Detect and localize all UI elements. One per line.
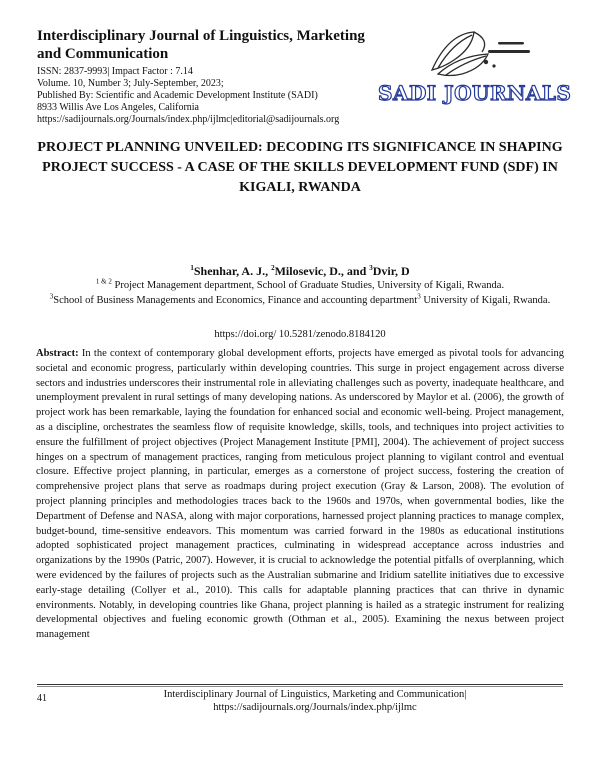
abstract-label: Abstract: xyxy=(36,348,79,359)
affiliation-2: $^3$School of Business Managements and Economics, Finance and accounting department$^3$ University of Kigali, Rwanda. xyxy=(49,292,551,306)
footer-journal-line: Interdisciplinary Journal of Linguistics, Marketing and Communication| xyxy=(163,689,467,700)
volume-line: Volume. 10, Number 3; July-September, 2023; xyxy=(37,78,224,90)
author-3: Dvir, D xyxy=(372,264,410,278)
publisher-line: Published By: Scientific and Academic Development Institute (SADI) xyxy=(37,90,318,102)
footer-divider xyxy=(37,684,563,685)
footer-journal xyxy=(70,688,560,714)
paper-title: PROJECT PLANNING UNVEILED: DECODING ITS SIGNIFICANCE IN SHAPING PROJECT SUCCESS - A CASE OF THE SKILLS DEVELOPMENT FUND (SDF) IN KIGALI, RWANDA xyxy=(37,140,563,195)
url-email-line[interactable]: https://sadijournals.org/Journals/index.php/ijlmc|editorial@sadijournals.org xyxy=(37,114,340,126)
sadi-logo xyxy=(378,30,578,108)
doi-link[interactable]: https://doi.org/ 10.5281/zenodo.8184120 xyxy=(214,329,386,340)
author-1: Shenhar, A. J., xyxy=(193,264,272,278)
sadi-logo-emblem-icon xyxy=(378,30,578,86)
affiliation-1: $^{1 \& 2}$ Project Management department, School of Graduate Studies, University of Kigali, Rwanda. xyxy=(95,277,505,291)
abstract-text: In the context of contemporary global development efforts, projects have emerged as pivotal tools for advancing societal and economic progress, particularly within developing countries. This surge in project engagement across diverse sectors and industries underscores their instrumental role in alleviating challenges such as poverty, inadequate healthcare, and unemployment prevalent in rural settings of many developing nations. As underscored by Maylor et al. (2006), the growth of project work has been remarkable, laying the foundation for enhanced social and economic well-being. Project management, as a discipline, orchestrates the seamless flow of requisite knowledge, skills, tools, and techniques into project activities to ensure the fulfillment of project objectives (Project Management Institute [PMI], 2004). The achievement of project success hinges on a spectrum of management practices, ranging from meticulous project planning to vigilant control and eventual closure. Effective project planning, in particular, emerges as a cornerstone of project success, fostering the creation of comprehensive project plans that serve as roadmaps during project execution (Gray & Larson, 2008). The evolution of project planning principles and methodologies traces back to the 1960s and 1970s, when governmental bodies, like the Department of Defense and NASA, along with major corporations, harnessed project planning practices to manage complex, budget-bound, time-sensitive endeavors. This momentum was carried forward in the 1980s as educational institutions adopted sophisticated project management practices, culminating in widespread acceptance across industries and organizations by the 1990s (Patric, 2007). However, it is crucial to acknowledge the potential pitfalls of overplanning, which were evidenced by the failures of projects such as the Australian submarine and Iridium satellite initiatives due to excessive early-stage detailing (Collyer et al., 2010). This calls for adaptable planning practices that can thrive in dynamic environments. Notably, in developing countries like Ghana, project planning is hailed as a strategic instrument for realizing developmental objectives and fueling economic growth (Othman et al., 2005). Examining the nexus between project management xyxy=(36,348,564,641)
logo-text: SADI JOURNALS xyxy=(378,81,572,105)
page-number: 41 xyxy=(37,693,47,704)
footer-divider-secondary xyxy=(37,686,563,687)
address-line: 8933 Willis Ave Los Angeles, California xyxy=(37,102,199,114)
abstract xyxy=(36,347,564,671)
authors: $^1$Shenhar, A. J., $^2$Milosevic, D., and $^3$Dvir, D xyxy=(190,264,410,278)
author-2: Milosevic, D., and xyxy=(274,264,370,278)
footer-url[interactable]: https://sadijournals.org/Journals/index.php/ijlmc xyxy=(213,702,417,713)
journal-metadata xyxy=(37,66,377,126)
journal-title: Interdisciplinary Journal of Linguistics, Marketing and Communication xyxy=(37,28,365,62)
issn-line: ISSN: 2837-9993| Impact Factor : 7.14 xyxy=(37,66,193,77)
